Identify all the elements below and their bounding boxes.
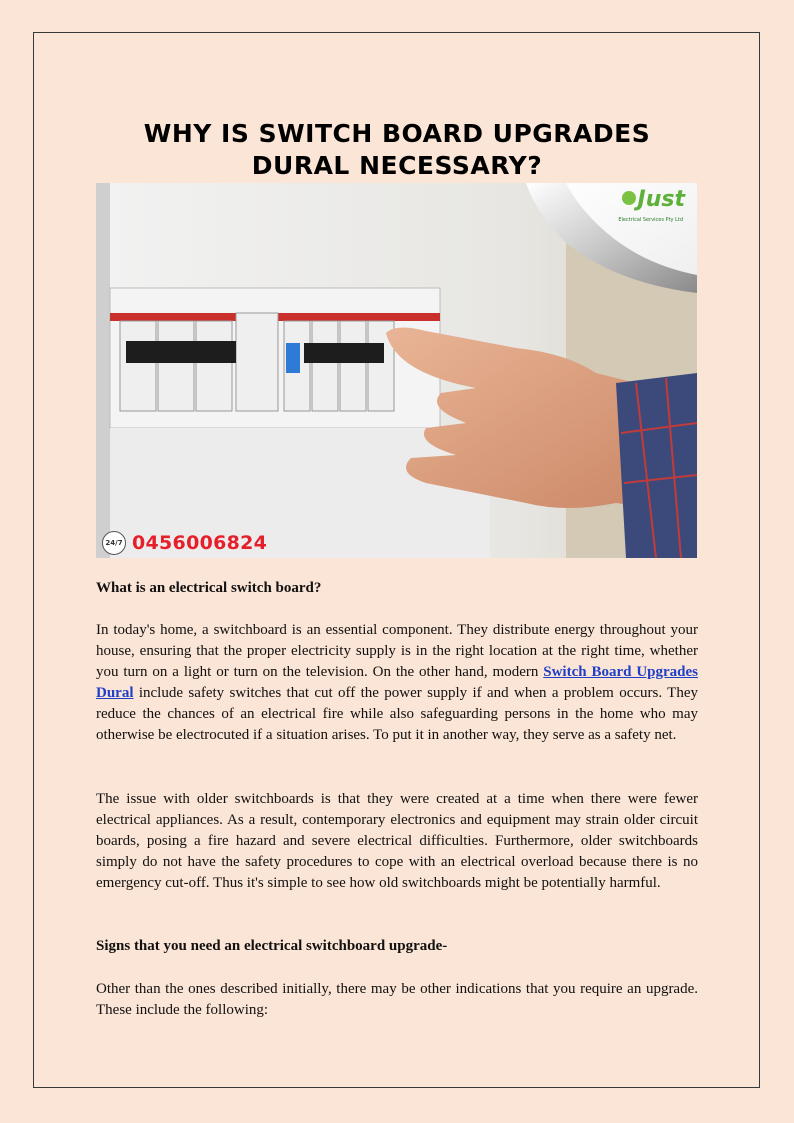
hero-image [96,183,697,558]
switchboard-photo [96,183,697,558]
paragraph-older-switchboards: The issue with older switchboards is that they were created at a time when there were fewer electrical appliances. As a result, contemporary electronics and equipment may strain older circuit boards, posing a fire hazard and severe electrical difficulties. Furthermore, older switchboards simply do not have the safety procedures to cope with an electrical overload because there is no emergency cut-off. Thus it's simple to see how old switchboards might be potentially harmful. [96,791,698,891]
company-logo: Just Electrical Services Pty Ltd [618,187,685,223]
switch-board-upgrades-link[interactable]: Switch Board Upgrades Dural [96,664,698,701]
bulb-icon [622,191,636,205]
section-heading-signs: Signs that you need an electrical switchboard upgrade- [96,938,448,954]
page-title: WHY IS SWITCH BOARD UPGRADES DURAL NECESSARY? [143,119,651,180]
phone-contact [102,531,267,555]
paragraph-signs: Other than the ones described initially, there may be other indications that you require an upgrade. These include the following: [96,981,698,1018]
section-heading-switchboard: What is an electrical switch board? [96,580,322,596]
paragraph-intro: In today's home, a switchboard is an essential component. They distribute energy throughout your house, ensuring that the proper electricity supply is in the right location at the right time, whether you turn on a light or turn on the television. On the other hand, modern Switch Board Upgrades Dural include safety switches that cut off the power supply if and when a problem occurs. They reduce the chances of an electrical fire while also safeguarding persons in the home who may otherwise be electrocuted if a situation arises. To put it in another way, they serve as a safety net. [96,622,698,743]
phone-24-7-icon: 24/7 [102,531,126,555]
phone-number: 0456006824 [132,532,268,554]
